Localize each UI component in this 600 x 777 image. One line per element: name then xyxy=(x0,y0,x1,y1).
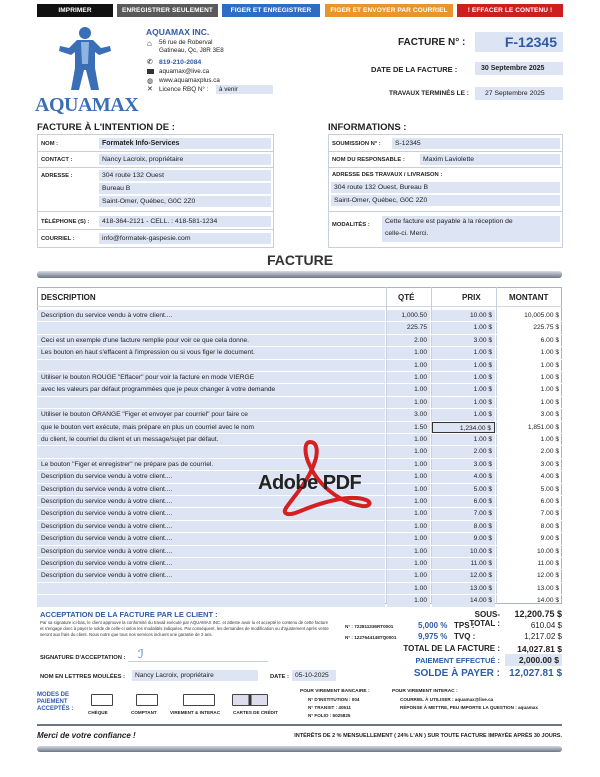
amount-cell: 9.00 $ xyxy=(540,535,559,543)
bank-institution: N° D'INSTITUTION : 004 xyxy=(308,697,360,702)
qty-cell[interactable]: 1.00 xyxy=(387,595,430,606)
client-address-line1[interactable]: 304 route 132 Ouest xyxy=(99,170,271,181)
description-cell[interactable]: Ceci est un exemple d'une facture remplie pour voir ce que cela donne. xyxy=(37,335,385,346)
table-row xyxy=(37,409,562,421)
amount-cell: 10,005.00 $ xyxy=(524,312,559,319)
tvq-value: 1,217.02 $ xyxy=(524,632,562,641)
payment-method-cheque: CHÈQUE xyxy=(88,710,108,715)
amount-cell: 3.00 $ xyxy=(540,460,559,468)
amount-cell: 6.00 $ xyxy=(540,336,559,344)
amount-cell: 6.00 $ xyxy=(540,498,559,505)
interac-email: COURRIEL À UTILISER : aquamax@live.ca xyxy=(400,697,494,702)
qty-cell[interactable]: 225.75 xyxy=(387,322,430,333)
mascot-logo-icon xyxy=(55,24,115,96)
cheque-icon xyxy=(91,694,113,706)
price-cell[interactable]: 12.00 $ xyxy=(432,570,495,581)
description-cell[interactable]: que le bouton vert exécute, mais prépare en plus un courriel avec le nom xyxy=(37,422,385,433)
client-address-label: ADRESSE : xyxy=(41,173,73,179)
terms-label: MODALITÉS : xyxy=(332,222,370,228)
col-header-price: PRIX xyxy=(462,293,481,302)
payment-method-cash: COMPTANT xyxy=(131,710,157,715)
description-cell[interactable]: Description du service vendu à votre client.... xyxy=(37,558,385,569)
footer-top-rule xyxy=(37,724,562,726)
footer-thanks: Merci de votre confiance ! xyxy=(37,731,136,740)
acceptance-title: ACCEPTATION DE LA FACTURE PAR LE CLIENT : xyxy=(40,610,218,619)
table-row xyxy=(37,372,562,384)
qty-cell[interactable]: 1.00 xyxy=(387,397,430,408)
table-row xyxy=(37,360,562,372)
amount-cell: 1.00 $ xyxy=(540,361,559,369)
price-cell[interactable]: 8.00 $ xyxy=(432,521,495,532)
qty-cell[interactable]: 1.00 xyxy=(387,372,430,383)
qty-cell[interactable]: 1.00 xyxy=(387,533,430,544)
interac-title: POUR VIREMENT INTERAC : xyxy=(392,689,458,694)
description-cell[interactable]: Description du service vendu à votre client.... xyxy=(37,496,385,507)
price-cell[interactable]: 3.00 $ xyxy=(432,459,495,470)
payment-method-transfer: VIREMENT & INTERAC xyxy=(170,710,221,715)
price-cell[interactable]: 6.00 $ xyxy=(432,496,495,507)
amount-cell: 4.00 $ xyxy=(540,473,559,481)
col-header-description: DESCRIPTION xyxy=(41,293,96,302)
qty-cell[interactable]: 1.00 xyxy=(387,360,430,371)
client-email-label: COURRIEL : xyxy=(41,236,75,242)
qty-cell[interactable]: 1.00 xyxy=(387,496,430,507)
email-icon xyxy=(147,69,154,74)
acceptance-text: Par sa signature ici-bas, le client approuve la conformité du travail exécuté par AQUAMAX INC. et atteste avoir lu et accepté le contenu de cette facture et s'engage donc à payer le solde de celle-ci selon les modalités indiquées. Par conséquent, les demandes de modification ou d'ajustement après vente seront aux frais du client. Nous notre que tous nos services incluent une garantie de 2 ans. xyxy=(40,620,329,637)
qty-cell[interactable]: 1.00 xyxy=(387,434,430,445)
price-cell[interactable]: 1.00 $ xyxy=(432,347,495,358)
table-row xyxy=(37,583,562,595)
payment-title-line2: PAIEMENT xyxy=(37,699,68,705)
submission-label: SOUMISSION N° : xyxy=(332,141,381,147)
description-cell[interactable]: Description du service vendu à votre client.... xyxy=(37,310,385,321)
price-cell[interactable]: 1,234.00 $ xyxy=(432,422,495,433)
price-cell[interactable]: 1.00 $ xyxy=(432,409,495,420)
terms-line2: celle-ci. Merci. xyxy=(385,230,429,237)
tvq-rate: 9,975 % xyxy=(418,632,448,641)
price-cell[interactable]: 3.00 $ xyxy=(432,335,495,346)
description-cell[interactable]: Description du service vendu à votre client.... xyxy=(37,521,385,532)
amount-cell: 3.00 $ xyxy=(540,411,559,419)
amount-cell: 10.00 $ xyxy=(537,547,559,555)
qty-cell[interactable]: 1.00 xyxy=(387,446,430,457)
qty-cell[interactable]: 1.00 xyxy=(387,484,430,495)
heading-bar xyxy=(37,271,562,278)
table-row xyxy=(37,422,562,434)
amount-cell: 7.00 $ xyxy=(540,510,559,518)
acceptance-date-label: DATE : xyxy=(270,674,289,680)
description-cell[interactable]: Le bouton "Figer et enregistrer" ne prépare pas de courriel. xyxy=(37,459,385,470)
price-cell[interactable]: 13.00 $ xyxy=(432,583,495,594)
price-cell[interactable]: 1.00 $ xyxy=(432,384,495,395)
description-cell[interactable]: Utiliser le bouton ORANGE "Figer et envoyer par courriel" pour faire ce xyxy=(37,409,385,420)
description-cell[interactable]: Description du service vendu à votre client.... xyxy=(37,471,385,482)
description-cell[interactable]: Description du service vendu à votre client.... xyxy=(37,546,385,557)
total-value: 14,027.81 $ xyxy=(517,644,562,654)
table-row xyxy=(37,546,562,558)
price-cell[interactable]: 14.00 $ xyxy=(432,595,495,606)
qty-cell[interactable]: 1.00 xyxy=(387,558,430,569)
qty-cell[interactable]: 1.00 xyxy=(387,459,430,470)
footer-interest: INTÉRÊTS DE 2 % MENSUELLEMENT ( 24% L'AN ) SUR TOUTE FACTURE IMPAYÉE APRÈS 30 JOURS. xyxy=(294,733,562,739)
amount-cell: 5.00 $ xyxy=(540,485,559,493)
interac-answer: RÉPONSE À METTRE, PEU IMPORTE LA QUESTION : aquamax xyxy=(400,705,538,710)
price-cell[interactable]: 5.00 $ xyxy=(432,484,495,495)
description-cell[interactable]: Description du service vendu à votre client.... xyxy=(37,508,385,519)
invoice-number-field[interactable]: F-12345 xyxy=(475,32,563,52)
amount-cell: 1.00 $ xyxy=(540,398,559,406)
qty-cell[interactable]: 1.50 xyxy=(387,422,430,433)
qty-cell[interactable]: 1,000.50 xyxy=(387,310,430,321)
client-address-line3[interactable]: Saint-Omer, Québec, G0C 2Z0 xyxy=(99,196,271,207)
amount-cell: 1,851.00 $ xyxy=(527,423,559,431)
client-phone-field[interactable]: 418-364-2121 - CELL. : 418-581-1234 xyxy=(99,216,271,227)
description-cell[interactable] xyxy=(37,583,385,594)
company-address2: Gatineau, Qc, J8R 3E8 xyxy=(159,47,224,54)
amount-cell: 14.00 $ xyxy=(537,597,559,605)
terms-line1: Cette facture est payable à la réception de xyxy=(385,218,513,225)
client-name-field[interactable]: Formatek Info-Services xyxy=(99,138,271,149)
price-cell[interactable]: 1.00 $ xyxy=(432,434,495,445)
signature-scribble-icon: ℐ xyxy=(138,647,144,661)
pdf-watermark xyxy=(258,440,378,520)
qty-cell[interactable]: 1.00 xyxy=(387,471,430,482)
transfer-icon xyxy=(183,694,215,706)
table-row xyxy=(37,533,562,545)
description-cell[interactable]: Description du service vendu à votre client.... xyxy=(37,484,385,495)
tps-number: N° : 722811336RT0001 xyxy=(345,624,394,629)
client-phone-label: TÉLÉPHONE (S) : xyxy=(41,219,90,225)
table-row xyxy=(37,521,562,533)
tps-value: 610.04 $ xyxy=(530,621,562,630)
qty-cell[interactable]: 2.00 xyxy=(387,335,430,346)
table-row xyxy=(37,384,562,396)
qty-cell[interactable]: 1.00 xyxy=(387,583,430,594)
signature-field[interactable] xyxy=(128,648,268,662)
company-email: aquamax@live.ca xyxy=(159,68,210,75)
amount-cell: 8.00 $ xyxy=(540,522,559,530)
payment-title xyxy=(37,692,73,713)
qty-cell[interactable]: 1.00 xyxy=(387,384,430,395)
payment-method-card: CARTES DE CRÉDIT xyxy=(233,710,278,715)
acceptance-date-field[interactable]: 05-10-2025 xyxy=(292,670,336,681)
description-cell[interactable] xyxy=(37,360,385,371)
cash-icon xyxy=(136,694,158,706)
price-cell[interactable]: 11.00 $ xyxy=(432,558,495,569)
company-logo-text: AQUAMAX xyxy=(35,94,139,116)
rbq-field[interactable]: à venir xyxy=(216,85,273,94)
submission-field[interactable]: S-12345 xyxy=(392,138,560,149)
qty-cell[interactable]: 1.00 xyxy=(387,570,430,581)
amount-cell: 225.75 $ xyxy=(533,324,559,332)
erase-button[interactable]: ! EFFACER LE CONTENU ! xyxy=(457,4,563,17)
rbq-label: Licence RBQ N° : xyxy=(159,86,209,93)
price-cell[interactable]: 9.00 $ xyxy=(432,533,495,544)
amount-cell: 1.00 $ xyxy=(540,349,559,357)
work-address-line1[interactable]: 304 route 132 Ouest, Bureau B xyxy=(331,182,560,193)
client-name-label: NOM : xyxy=(41,141,59,147)
info-section-title: INFORMATIONS : xyxy=(328,122,407,133)
tvq-number: N° : 1227644148TQ0001 xyxy=(345,635,397,640)
work-address-line2[interactable]: Saint-Omer, Québec, G0C 2Z0 xyxy=(331,195,560,206)
globe-icon: ◍ xyxy=(147,78,154,85)
qty-cell[interactable]: 3.00 xyxy=(387,409,430,420)
work-done-label: TRAVAUX TERMINÉS LE : xyxy=(389,90,469,97)
invoice-date-field[interactable]: 30 Septembre 2025 xyxy=(475,62,563,75)
qty-cell[interactable]: 1.00 xyxy=(387,521,430,532)
price-cell[interactable]: 1.00 $ xyxy=(432,360,495,371)
name-print-field[interactable]: Nancy Lacroix, propriétaire xyxy=(132,670,258,681)
freeze-send-button[interactable]: FIGER ET ENVOYER PAR COURRIEL xyxy=(325,4,453,17)
bank-folio: N° FOLIO : 5025825 xyxy=(308,713,351,718)
freeze-save-button[interactable]: FIGER ET ENREGISTRER xyxy=(222,4,320,17)
description-cell[interactable]: Utiliser le bouton ROUGE "Effacer" pour voir la facture en mode VIERGE xyxy=(37,372,385,383)
table-row xyxy=(37,558,562,570)
price-cell[interactable]: 1.00 $ xyxy=(432,322,495,333)
description-cell[interactable] xyxy=(37,322,385,333)
qty-cell[interactable]: 1.00 xyxy=(387,347,430,358)
client-contact-field[interactable]: Nancy Lacroix, propriétaire xyxy=(99,154,271,165)
company-address1: 56 rue de Roberval xyxy=(159,39,213,46)
col-header-amount: MONTANT xyxy=(509,293,549,302)
amount-cell: 1.00 $ xyxy=(540,374,559,381)
manager-label: NOM DU RESPONSABLE : xyxy=(332,157,405,163)
client-address-line2[interactable]: Bureau B xyxy=(99,183,271,194)
payment-title-line1: MODES DE xyxy=(37,692,70,698)
bank-transit: N° TRANSIT : 40511 xyxy=(308,705,351,710)
work-address-label: ADRESSE DES TRAVAUX / LIVRAISON : xyxy=(332,172,443,178)
description-cell[interactable]: du client, le courriel du client et un message/sujet par défaut. xyxy=(37,434,385,445)
description-cell[interactable]: Description du service vendu à votre client.... xyxy=(37,570,385,581)
price-cell[interactable]: 2.00 $ xyxy=(432,446,495,457)
col-header-qty: QTÉ xyxy=(398,293,415,302)
table-row xyxy=(37,595,562,607)
company-name: AQUAMAX INC. xyxy=(146,27,210,37)
tvq-label: TVQ : xyxy=(454,632,476,641)
table-row xyxy=(37,322,562,334)
manager-field[interactable]: Maxim Laviolette xyxy=(420,154,560,165)
save-only-button[interactable]: ENREGISTRER SEULEMENT xyxy=(117,4,218,17)
signature-label: SIGNATURE D'ACCEPTATION : xyxy=(40,655,126,661)
price-cell[interactable]: 7.00 $ xyxy=(432,508,495,519)
table-row xyxy=(37,570,562,582)
work-done-field[interactable]: 27 Septembre 2025 xyxy=(475,87,563,100)
price-cell[interactable]: 10.00 $ xyxy=(432,546,495,557)
tps-label: TPS : xyxy=(454,621,475,630)
total-label: TOTAL DE LA FACTURE : xyxy=(403,644,500,653)
subtotal-value: 12,200.75 $ xyxy=(514,609,562,619)
phone-icon: ✆ xyxy=(147,59,153,66)
company-website: www.aquamaxplus.ca xyxy=(159,77,220,84)
amount-cell: 1.00 $ xyxy=(540,436,559,443)
table-row xyxy=(37,310,562,322)
description-cell[interactable]: Description du service vendu à votre client.... xyxy=(37,533,385,544)
qty-cell[interactable]: 1.00 xyxy=(387,508,430,519)
amount-cell: 11.00 $ xyxy=(537,560,559,567)
invoice-heading: FACTURE xyxy=(266,252,334,268)
table-row xyxy=(37,397,562,409)
price-cell[interactable]: 4.00 $ xyxy=(432,471,495,482)
amount-cell: 1.00 $ xyxy=(540,386,559,394)
paid-field[interactable]: 2,000.00 $ xyxy=(505,654,562,666)
invoice-number-label: FACTURE N° : xyxy=(398,37,466,48)
description-cell[interactable]: Les bouton en haut s'effacent à l'impression ou si vous figer le document. xyxy=(37,347,385,358)
payment-title-line3: ACCEPTÉS : xyxy=(37,706,74,712)
watermark-text: Adobe PDF xyxy=(258,472,362,494)
description-cell[interactable]: avec les valeurs par défaut programmées que je peux changer à votre demande xyxy=(37,384,385,395)
price-cell[interactable]: 10.00 $ xyxy=(432,310,495,321)
table-row xyxy=(37,347,562,359)
name-print-label: NOM EN LETTRES MOULÉES : xyxy=(40,674,126,680)
tps-rate: 5,000 % xyxy=(418,621,448,630)
balance-label: SOLDE À PAYER : xyxy=(413,668,500,679)
subtotal-label: SOUS-TOTAL : xyxy=(469,610,500,628)
credit-card-icon xyxy=(232,694,268,706)
price-cell[interactable]: 1.00 $ xyxy=(432,372,495,383)
amount-cell: 2.00 $ xyxy=(540,448,559,456)
amount-cell: 13.00 $ xyxy=(537,584,559,592)
table-row xyxy=(37,335,562,347)
paid-label: PAIEMENT EFFECTUÉ : xyxy=(415,656,500,665)
description-cell[interactable] xyxy=(37,397,385,408)
invoice-date-label: DATE DE LA FACTURE : xyxy=(371,65,458,74)
footer-bottom-bar xyxy=(37,746,562,752)
client-email-field[interactable]: info@formatek-gaspesie.com xyxy=(99,233,271,244)
client-section-title: FACTURE À L'INTENTION DE : xyxy=(37,122,175,133)
client-contact-label: CONTACT : xyxy=(41,157,73,163)
home-icon: ⌂ xyxy=(147,39,152,48)
qty-cell[interactable]: 1.00 xyxy=(387,546,430,557)
amount-cell: 12.00 $ xyxy=(537,572,559,580)
company-phone: 819-210-2084 xyxy=(159,59,202,66)
tools-icon: ✕ xyxy=(147,86,153,93)
bank-title: POUR VIREMENT BANCAIRE : xyxy=(300,689,370,694)
balance-value: 12,027.81 $ xyxy=(509,668,562,679)
description-cell[interactable] xyxy=(37,595,385,606)
terms-field[interactable] xyxy=(382,216,560,242)
print-button[interactable]: IMPRIMER xyxy=(37,4,113,17)
price-cell[interactable]: 1.00 $ xyxy=(432,397,495,408)
